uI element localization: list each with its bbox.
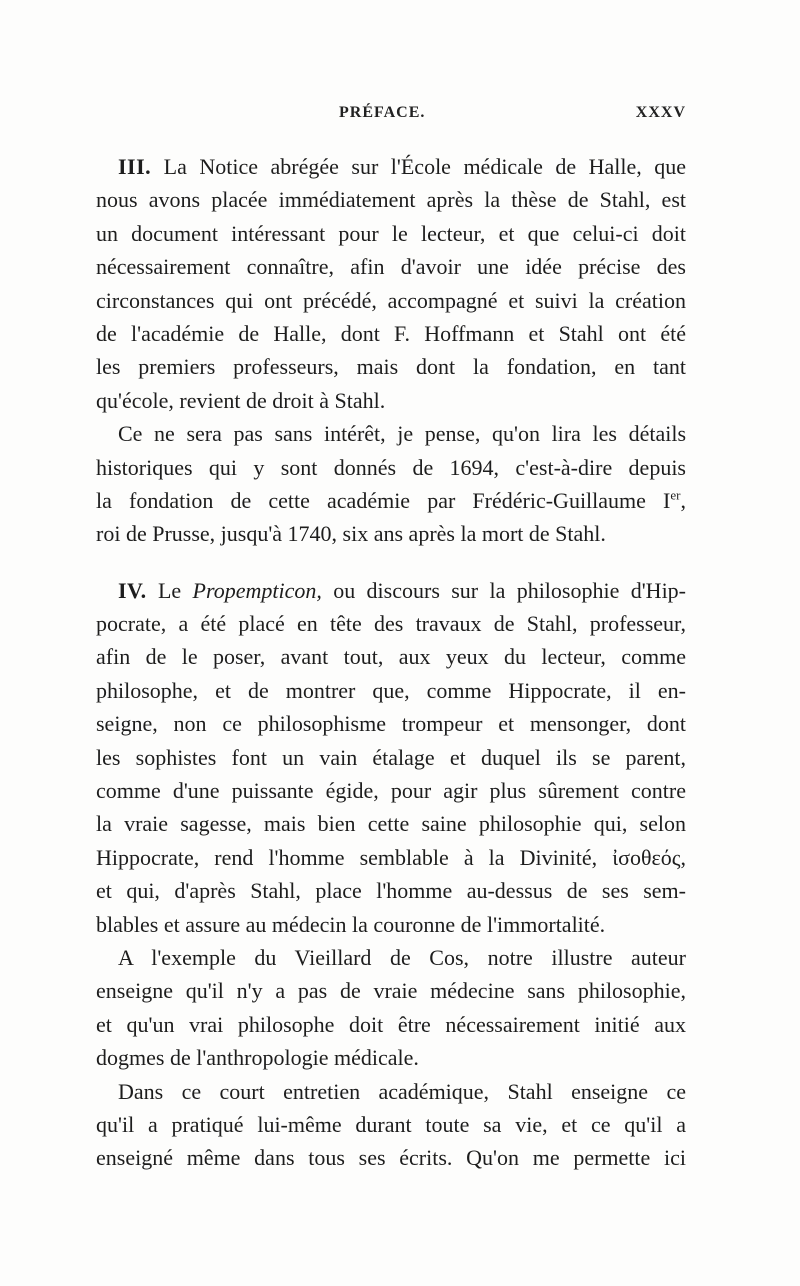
section-iii: [96, 150, 686, 551]
text-line: [96, 484, 686, 517]
body-text: [96, 150, 686, 1175]
text-line: historiques qui y sont donnés de 1694, c'est-à-dire depuis: [96, 454, 686, 480]
text-line: roi de Prusse, jusqu'à 1740, six ans après la mort de Stahl.: [96, 521, 606, 547]
text-line: [96, 574, 686, 607]
text-line: nous avons placée immédiatement après la thèse de Stahl, est: [96, 187, 686, 213]
text-line: circonstances qui ont précédé, accompagné et suivi la création: [96, 287, 686, 313]
text-line: dogmes de l'anthropologie médicale.: [96, 1045, 419, 1071]
text-line: Dans ce court entretien académique, Stahl enseigne ce: [118, 1078, 686, 1104]
text-line: la vraie sagesse, mais bien cette saine philosophie qui, selon: [96, 811, 686, 837]
text-line: qu'école, revient de droit à Stahl.: [96, 387, 386, 413]
text-line: Ce ne sera pas sans intérêt, je pense, qu'on lira les détails: [118, 421, 686, 447]
work-title: Propempticon,: [192, 577, 322, 603]
text-line: qu'il a pratiqué lui-même durant toute sa vie, et ce qu'il a: [96, 1111, 686, 1137]
section-iii-paragraph-1: [96, 150, 686, 417]
text-line-content: ou discours sur la philosophie d'Hip-: [321, 577, 687, 603]
page-number: XXXV: [635, 104, 686, 121]
text-line: afin de le poser, avant tout, aux yeux du lecteur, comme: [96, 644, 686, 670]
text-line: Hippocrate, rend l'homme semblable à la Divinité, ἰσοθεός,: [96, 844, 686, 870]
text-line: de l'académie de Halle, dont F. Hoffmann et Stahl ont été: [96, 320, 686, 346]
text-line: enseigné même dans tous ses écrits. Qu'on me permette ici: [96, 1145, 686, 1171]
text-line: [96, 150, 686, 183]
section-iv-paragraph-3: [96, 1075, 686, 1175]
running-head: PRÉFACE.: [339, 104, 426, 121]
section-iii-paragraph-2: [96, 417, 686, 551]
section-iv-paragraph-1: [96, 574, 686, 941]
text-line: les sophistes font un vain étalage et duquel ils se parent,: [96, 744, 686, 770]
text-line: comme d'une puissante égide, pour agir plus sûrement contre: [96, 778, 686, 804]
superscript: er: [670, 487, 681, 503]
text-line: et qu'un vrai philosophe doit être nécessairement initié aux: [96, 1011, 686, 1037]
text-line-content: la fondation de cette académie par Frédéric-Guillaume I: [96, 487, 671, 513]
text-line: philosophe, et de montrer que, comme Hippocrate, il en-: [96, 677, 686, 703]
section-gap: [96, 551, 686, 574]
text-line: blables et assure au médecin la couronne de l'immortalité.: [96, 911, 606, 937]
text-line: enseigne qu'il n'y a pas de vraie médecine sans philosophie,: [96, 978, 686, 1004]
section-iv: [96, 574, 686, 1175]
text-line-punctuation: ,: [680, 487, 686, 513]
text-line: A l'exemple du Vieillard de Cos, notre illustre auteur: [118, 944, 686, 970]
section-number: IV.: [118, 577, 147, 603]
text-line-content: Le: [146, 577, 193, 603]
section-iv-paragraph-2: [96, 941, 686, 1075]
text-line: nécessairement connaître, afin d'avoir une idée précise des: [96, 254, 686, 280]
text-line: seigne, non ce philosophisme trompeur et mensonger, dont: [96, 711, 686, 737]
page-header: [96, 104, 686, 128]
text-line: pocrate, a été placé en tête des travaux de Stahl, professeur,: [96, 611, 686, 637]
text-line-content: La Notice abrégée sur l'École médicale de Halle, que: [151, 154, 686, 179]
text-line: les premiers professeurs, mais dont la fondation, en tant: [96, 354, 686, 380]
section-number: III.: [118, 154, 152, 179]
text-line: un document intéressant pour le lecteur, et que celui-ci doit: [96, 220, 686, 246]
text-line: et qui, d'après Stahl, place l'homme au-dessus de ses sem-: [96, 878, 686, 904]
